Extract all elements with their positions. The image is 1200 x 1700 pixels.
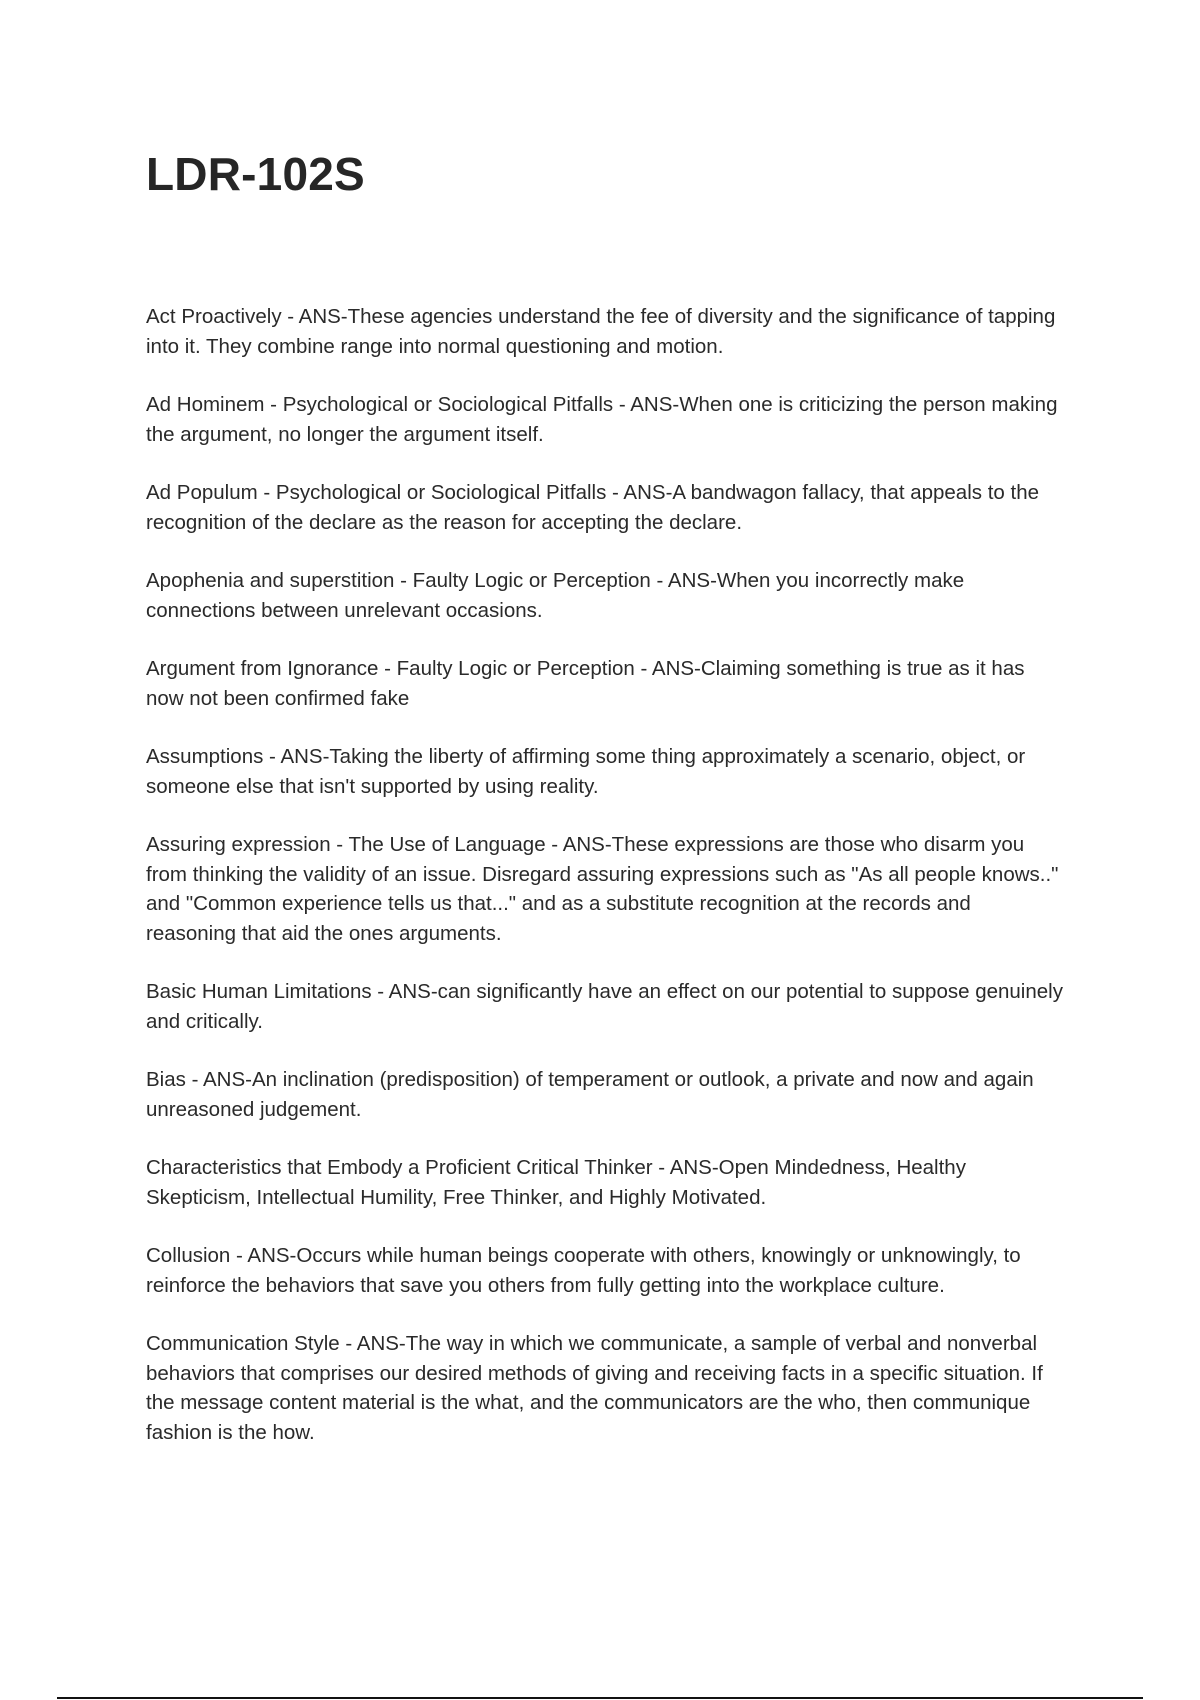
document-title: LDR-102S [146,148,365,200]
glossary-entry-characteristics: Characteristics that Embody a Proficient Critical Thinker - ANS-Open Mindedness, Healthy Skepticism, Intellectual Humility, Free Thinker, and Highly Motivated. [146,1156,966,1209]
footer-divider [57,1697,1143,1699]
glossary-entry-act-proactively: Act Proactively - ANS-These agencies understand the fee of diversity and the significance of tapping into it. They combine range into normal questioning and motion. [146,305,1056,358]
glossary-entry-collusion: Collusion - ANS-Occurs while human beings cooperate with others, knowingly or unknowingly, to reinforce the behaviors that save you others from fully getting into the workplace culture. [146,1244,1021,1297]
glossary-entry-ad-populum: Ad Populum - Psychological or Sociological Pitfalls - ANS-A bandwagon fallacy, that appeals to the recognition of the declare as the reason for accepting the declare. [146,481,1040,534]
glossary-entry-assumptions: Assumptions - ANS-Taking the liberty of affirming some thing approximately a scenario, object, or someone else that isn't supported by using reality. [146,745,1026,798]
glossary-entry-communication-style: Communication Style - ANS-The way in which we communicate, a sample of verbal and nonverbal behaviors that comprises our desired methods of giving and receiving facts in a specific situation. If the message content material is the what, and the communicators are the who, then communique fashion is the how. [146,1332,1043,1444]
glossary-entry-argument-from-ignorance: Argument from Ignorance - Faulty Logic or Perception - ANS-Claiming something is true as it has now not been confirmed fake [146,657,1025,710]
glossary-entry-basic-human-limitations: Basic Human Limitations - ANS-can significantly have an effect on our potential to suppose genuinely and critically. [146,980,1063,1033]
glossary-entry-bias: Bias - ANS-An inclination (predisposition) of temperament or outlook, a private and now and again unreasoned judgement. [146,1068,1034,1121]
glossary-entry-ad-hominem: Ad Hominem - Psychological or Sociological Pitfalls - ANS-When one is criticizing the person making the argument, no longer the argument itself. [146,393,1058,446]
glossary-entry-assuring-expression: Assuring expression - The Use of Language - ANS-These expressions are those who disarm you from thinking the validity of an issue. Disregard assuring expressions such as "As all people knows.." and "Common experience tells us that..." and as a substitute recognition at the records and reasoning that aid the ones arguments. [146,833,1059,945]
glossary-entry-apophenia: Apophenia and superstition - Faulty Logic or Perception - ANS-When you incorrectly make connections between unrelevant occasions. [146,569,965,622]
glossary-entries [146,302,1066,1476]
